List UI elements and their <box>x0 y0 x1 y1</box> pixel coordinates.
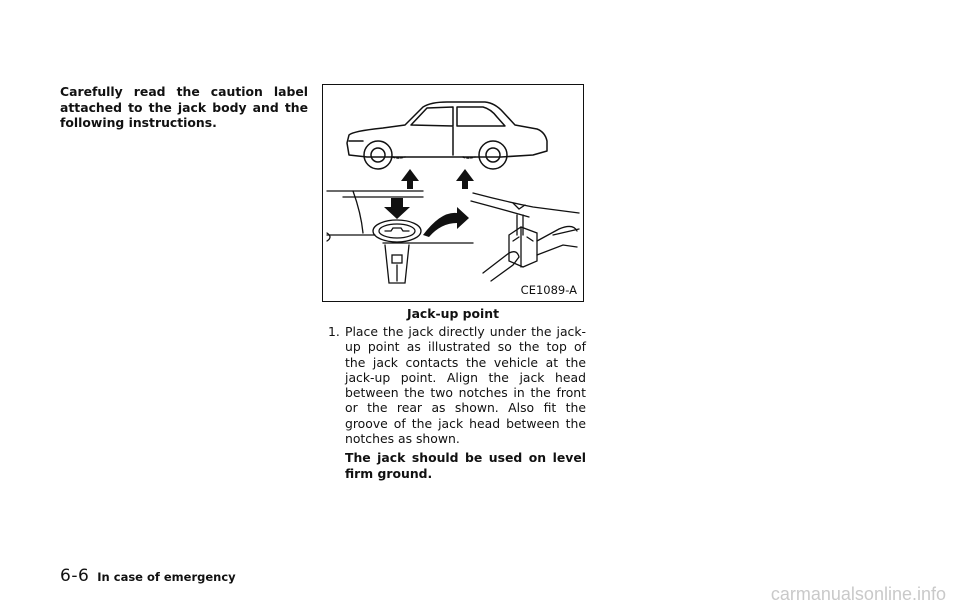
jack-point-figure <box>322 84 584 302</box>
watermark: carmanualsonline.info <box>770 584 946 604</box>
curved-arrow-icon <box>423 207 469 237</box>
intro-paragraph: Carefully read the caution label attached to the jack body and the following instructions. <box>60 84 308 130</box>
step-warning-note: The jack should be used on level firm ground. <box>345 450 586 481</box>
step-number: 1. <box>328 324 340 339</box>
figure-caption: Jack-up point <box>406 306 500 321</box>
arrow-up-icon <box>456 169 474 189</box>
hand-left <box>483 252 519 281</box>
car-jack-illustration <box>323 85 585 303</box>
car-window <box>457 107 505 126</box>
rear-wheel <box>479 141 507 169</box>
arrow-down-icon <box>384 198 410 219</box>
step-text: Place the jack directly under the jack-up point as illustrated so the top of the jack contacts the vehicle at the jack-up point. Align the jack head between the two notches in the front or the rear as shown. Also fit the groove of the jack head between the notches as shown. <box>345 324 586 447</box>
page-footer <box>60 566 236 586</box>
figure-code: CE1089-A <box>520 283 577 297</box>
page-number: 6-6 <box>60 566 90 586</box>
front-wheel <box>364 141 392 169</box>
jack-head <box>373 220 421 242</box>
car-window <box>411 107 453 126</box>
section-title: In case of emergency <box>97 570 236 584</box>
arrow-up-icon <box>401 169 419 189</box>
instruction-step <box>328 324 586 481</box>
